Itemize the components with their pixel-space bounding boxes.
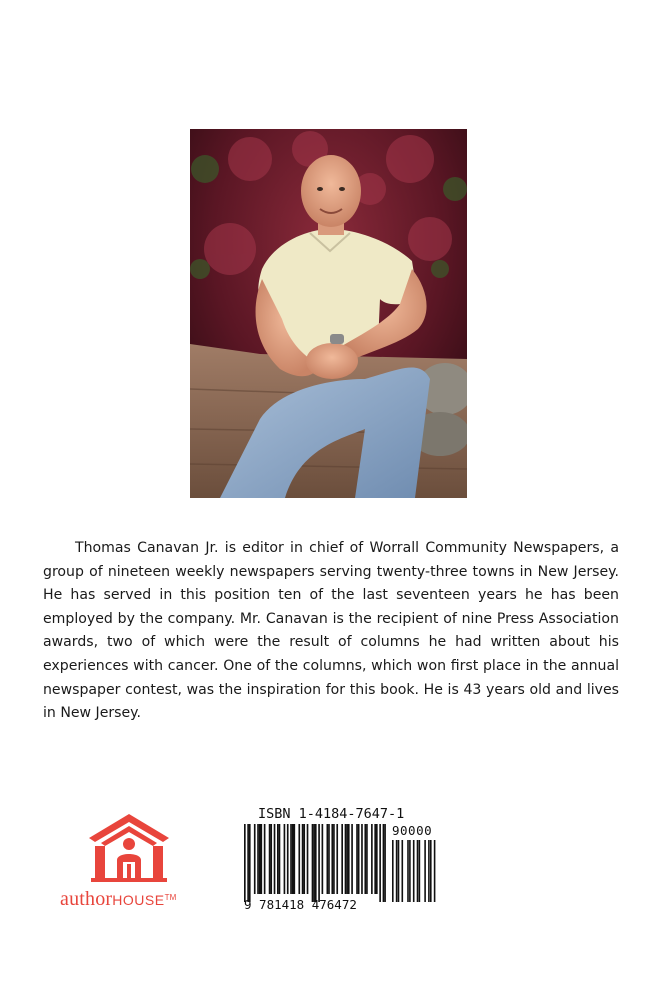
addon-bar — [396, 840, 398, 902]
barcode-bar — [292, 824, 294, 894]
barcode-bar — [244, 824, 246, 902]
barcode-bar — [356, 824, 358, 894]
barcode-bar — [312, 824, 314, 902]
barcode-bar — [348, 824, 350, 894]
barcode-bar — [287, 824, 289, 894]
publisher-name-suffix: HOUSE — [112, 892, 165, 908]
barcode-bar — [257, 824, 259, 894]
barcode-bar — [333, 824, 335, 894]
barcode-bar — [345, 824, 347, 894]
barcode-bar — [371, 824, 373, 894]
authorhouse-wordmark — [60, 888, 210, 911]
barcode-bar — [331, 824, 333, 894]
barcode-bar — [384, 824, 386, 902]
publisher-name-prefix: author — [60, 888, 113, 910]
addon-bar — [409, 840, 411, 902]
barcode-bar — [298, 824, 300, 894]
addon-bar — [424, 840, 426, 902]
barcode-bar — [270, 824, 272, 894]
addon-bar — [419, 840, 421, 902]
barcode-bar — [279, 824, 281, 894]
barcode-bar — [254, 824, 256, 894]
author-bio: Thomas Canavan Jr. is editor in chief of Worrall Community Newspapers, a group of nineteen weekly newspapers serving twenty-three towns in New Jersey. He has served in this position ten of the last seventeen years he has been employed by the company. Mr. Canavan is the recipient of nine Press Association awards, two of which were the result of columns he had written about his experiences with cancer. One of the columns, which won first place in the annual newspaper contest, was the inspiration for this book. He is 43 years old and lives in New Jersey. — [43, 540, 619, 722]
barcode-bar — [264, 824, 266, 894]
addon-bar — [398, 840, 400, 902]
barcode-bar — [351, 824, 353, 894]
barcode-bar — [379, 824, 381, 902]
barcode-bar — [294, 824, 296, 894]
barcode-bar — [327, 824, 329, 894]
barcode-bar — [336, 824, 338, 894]
addon-bar — [434, 840, 436, 902]
barcode-bar — [341, 824, 343, 894]
authorhouse-house-icon — [87, 812, 171, 882]
barcode-bar — [361, 824, 363, 894]
addon-bar — [402, 840, 404, 902]
barcode-bar — [303, 824, 305, 894]
barcode-bar — [277, 824, 279, 894]
barcode-bar — [261, 824, 263, 894]
addon-bar — [392, 840, 394, 902]
isbn-label: ISBN 1-4184-7647-1 — [258, 806, 405, 822]
addon-digits: 90000 — [392, 823, 433, 838]
barcode-bar — [318, 824, 320, 902]
barcode-bar — [247, 824, 249, 902]
barcode-bar — [259, 824, 261, 894]
authorhouse-logo — [60, 812, 210, 912]
barcode-bar — [376, 824, 378, 894]
barcode-bar — [322, 824, 324, 894]
barcode-bar — [284, 824, 286, 894]
trademark-symbol: TM — [164, 893, 177, 902]
barcode-bar — [249, 824, 251, 902]
barcode-bar — [269, 824, 271, 894]
addon-bar — [417, 840, 419, 902]
addon-bar — [428, 840, 430, 902]
barcode-bar — [366, 824, 368, 894]
barcode-bar — [383, 824, 385, 902]
barcode-bar — [315, 824, 317, 902]
barcode-bar — [328, 824, 330, 894]
addon-bar — [430, 840, 432, 902]
isbn-barcode — [244, 806, 444, 916]
barcode-bar — [358, 824, 360, 894]
author-photo — [190, 129, 467, 498]
addon-bar — [407, 840, 409, 902]
barcode-bar — [346, 824, 348, 894]
barcode-bar — [290, 824, 292, 894]
addon-bar — [413, 840, 415, 902]
barcode-bar — [274, 824, 276, 894]
barcode-bar — [313, 824, 315, 902]
barcode-bar — [364, 824, 366, 894]
barcode-bar — [374, 824, 376, 894]
barcode-bar — [302, 824, 304, 894]
ean-digits: 9 781418 476472 — [244, 897, 357, 912]
barcode-bar — [307, 824, 309, 894]
